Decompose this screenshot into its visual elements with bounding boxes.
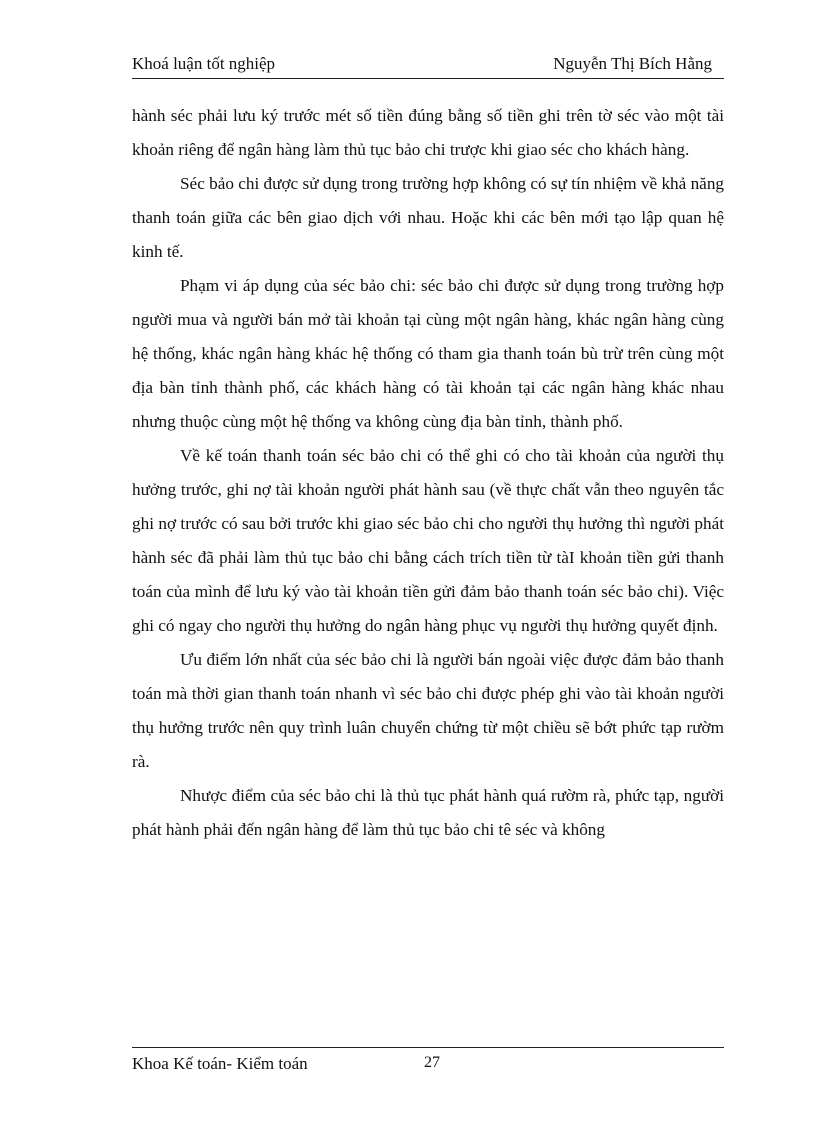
paragraph: Séc bảo chi được sử dụng trong trường hợp không có sự tín nhiệm về khả năng thanh toán giữa các bên giao dịch với nhau. Hoặc khi các bên mới tạo lập quan hệ kinh tế. <box>132 174 724 261</box>
page-footer <box>132 1047 724 1078</box>
paragraph-continuation: hành séc phải lưu ký trước mét số tiền đúng bằng số tiền ghi trên tờ séc vào một tài khoản riêng để ngân hàng làm thủ tục bảo chi trược khi giao séc cho khách hàng. <box>132 106 724 159</box>
page-number: 27 <box>424 1054 440 1071</box>
page-body <box>132 99 724 847</box>
paragraph: Ưu điểm lớn nhất của séc bảo chi là người bán ngoài việc được đảm bảo thanh toán mà thời gian thanh toán nhanh vì séc bảo chi được phép ghi vào tài khoản người thụ hưởng trước nên quy trình luân chuyển chứng từ một chiều sẽ bớt phức tạp rườm rà. <box>132 650 724 771</box>
paragraph: Phạm vi áp dụng của séc bảo chi: séc bảo chi được sử dụng trong trường hợp người mua và người bán mở tài khoản tại cùng một ngân hàng, khác ngân hàng cùng hệ thống, khác ngân hàng khác hệ thống có tham gia thanh toán bù trừ trên cùng một địa bàn tỉnh thành phố, các khách hàng có tài khoản tại các ngân hàng khác nhau nhưng thuộc cùng một hệ thống va không cùng địa bàn tỉnh, thành phố. <box>132 276 724 431</box>
paragraph: Về kế toán thanh toán séc bảo chi có thể ghi có cho tài khoản của người thụ hưởng trước, ghi nợ tài khoản người phát hành sau (về thực chất vẫn theo nguyên tắc ghi nợ trước có sau bởi trước khi giao séc bảo chi cho người thụ hưởng thì người phát hành séc đã phải làm thủ tục bảo chi bằng cách trích tiền từ tàI khoản tiền gửi thanh toán của mình để lưu ký vào tài khoản tiền gửi đảm bảo thanh toán séc bảo chi). Việc ghi có ngay cho người thụ hưởng do ngân hàng phục vụ người thụ hưởng quyết định. <box>132 446 724 635</box>
author-name: Nguyễn Thị Bích Hằng <box>553 54 712 73</box>
paragraph: Nhược điểm của séc bảo chi là thủ tục phát hành quá rườm rà, phức tạp, người phát hành phải đến ngân hàng để làm thủ tục bảo chi tê séc và không <box>132 786 724 839</box>
thesis-title: Khoá luận tốt nghiệp <box>132 54 276 73</box>
department-name: Khoa Kế toán- Kiểm toán <box>132 1054 308 1073</box>
page-header <box>132 50 724 79</box>
